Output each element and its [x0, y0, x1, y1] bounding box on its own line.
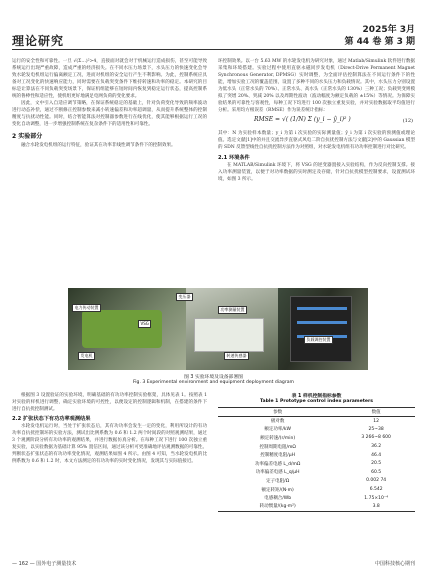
table-caption-en: Table 1 Prototype control index parameters — [259, 399, 374, 404]
label-load: 负载调控装置 — [304, 336, 333, 344]
table-cell: 36.2 — [371, 444, 382, 450]
table-cell: 25~38 — [368, 426, 384, 432]
table-row — [218, 425, 415, 434]
control-rack-image — [290, 296, 352, 362]
right-column-top — [218, 58, 415, 183]
figure-photo — [68, 288, 368, 370]
paragraph: 其中：N 为实验样本数量；y_i 为第 i 次实验的实际测量值；ŷ_i 为第 i 次实验的预测值或理论值。选定文献[1]中的并且交流异步直驱式风电二阶自抗扰控制方法与文献[2]中的 Gaussian 模型的 SDN 反馈型线性自抗扰控制方法作为对照组，对水轮发电机组有功功率控制进行对比研究。 — [218, 131, 415, 151]
equation — [218, 114, 415, 130]
table-cell: 12 — [373, 418, 380, 424]
table-row — [218, 451, 415, 460]
column-name: 理论研究 — [12, 34, 65, 48]
paragraph: 运行的安全性和可靠性。一旦 √(Σ…)²>4，直接面对就会对于机械运行造成损伤，甚至可能导致系统运行出现严重故障，造成严重的经济损失。在不同水压力场景下，水头压力的快速变化会导致水轮发电机组运行偏离额定工况，进而对机组的安全运行产生不利影响。为此，控制系统应具备对工况变化的快速响应能力，同时需要在负载突变条件下维持转速和功率的稳定。本研究的目标是让算法在不同负载突变场景下，保证机组能够在短时间内恢复到稳定运行状态，提高控制系统的鲁棒性和适应性，使机组更好地满足电网负荷的变化要求。 — [12, 59, 207, 100]
table-cell: 额定转速/(r/min) — [260, 435, 296, 441]
parameter-table — [218, 407, 415, 512]
table-caption-cn: 表 1 样机控制指标参数 — [291, 394, 342, 399]
table-row — [218, 417, 415, 426]
footer-journal: — 162 — 国外电子测量技术 — [12, 561, 77, 567]
table-cell: 转动惯量/(kg·m²) — [218, 502, 337, 511]
table-cell: 极对数 — [270, 419, 285, 425]
table-cell: 6.542 — [369, 487, 383, 493]
section-heading: 2 实验部分 — [12, 133, 43, 141]
table-cell: 功率偏差电感 L_q/μH — [255, 470, 300, 476]
table-cell: 3 266~8 600 — [361, 435, 391, 441]
paragraph: 水轮发电机运行时，当处于扩张状态后，其有功功率会发生一定的变化，利用所设计的有功功率自抗扰控制环的实验方法，测试出比例系数为 0.6 和 1.2 两个时间段的对照观测结果，通过 3 个观测阶段分析有功功率的观测结果，并进行数据仿真分析。在每种工况下进行 100 次独立重复实验，以实验数据为基础计算 95% 置信区间，通过该分析可更准确地评估观测数据的可靠性。判断状态扩张状态的有功功率变化情况，观测结果如图 4 所示。由图 4 可知，当水轮发电机的比例系数为 0.6 和 1.2 时，本文方法测定的有功功率的实时变化情况，发现其与实际值接近。 — [12, 424, 207, 465]
table-cell: 0.002 74 — [366, 478, 387, 484]
paragraph: 根据图 3 设置验证的实验环境，明确基础的有功功率控制实验框架，具体见表 1。按照表 1 对实验的样机进行调整，确定实验环境的可控性，以便设定的控制逻辑和机制，在搭建的条件下进行自抗扰控制测试。 — [12, 393, 207, 413]
table-row — [218, 459, 415, 468]
paragraph: 因此，文中引入自适应调节策略，在保证系统稳定的基础上，针对负荷变化导致的频率波动进行动态补偿，通过不断修正控制参数来减小转速偏差和功率超调量，从而提升系统整体的控制精度与抗扰动性能。同时，结合智能算法对控制器参数进行在线优化，使其能够根据运行工况的变化自动调整，进一步增强控制系统在复杂条件下的适用性和可靠性。 — [12, 101, 207, 128]
table-cell: 46.4 — [371, 452, 382, 458]
left-column-bottom — [12, 392, 207, 465]
label-motor-ctrl: 电力传动装置 — [72, 304, 101, 312]
table-cell: 功率偏差电感 L_d/mΩ — [254, 461, 301, 467]
table-cell: 定子电阻/Ω — [266, 478, 290, 484]
table-header: 参数 — [218, 408, 337, 417]
figure-caption-cn: 图 3 实验环境及设备部署图 — [184, 375, 243, 380]
table-cell: 控制精度电阻/μH — [260, 453, 296, 459]
table-row — [218, 485, 415, 494]
left-column-top — [12, 58, 207, 150]
label-power-meter: 功率测量装置 — [218, 306, 247, 314]
paragraph: 在 MATLAB/Simulink 环境下，将 VSG 的逆变器置接入实验结构，作为反向控制支撑。接入功率测量装置，以便于对功率数据的实时测定及存储，针对自抗扰模型控制要求，设置测试环境，如图 3 所示。 — [218, 162, 415, 182]
table-row — [218, 494, 415, 503]
table-cell: 额定功率/kW — [264, 427, 291, 433]
table-row — [218, 502, 415, 511]
table-cell: 60.5 — [371, 469, 382, 475]
table-cell: 电感耦合/Wb — [264, 496, 292, 502]
table-row — [218, 468, 415, 477]
label-speed-sensor: 转速传感器 — [224, 352, 249, 360]
equation-number: (12) — [402, 118, 413, 125]
motor-image — [194, 318, 264, 352]
subsection-heading: 2.1 环境条件 — [218, 154, 250, 161]
paragraph: 融合水轮发电机组的运行特征，验证其在功率非线性调节条件下的控制效果。 — [21, 143, 176, 149]
label-generator: 发电机 — [78, 352, 95, 360]
table-row — [218, 477, 415, 486]
page-header — [12, 10, 415, 50]
table-row — [218, 434, 415, 443]
table-cell: 1.75×10⁻⁴ — [364, 495, 388, 501]
table-header-row — [218, 408, 415, 417]
table-cell: 控制周期电阻/mΩ — [259, 444, 296, 450]
issue-number: 第 44 卷 第 3 期 — [344, 37, 415, 47]
generator-image — [82, 310, 162, 348]
rack-indicator — [297, 307, 347, 310]
table-cell: 3.8 — [337, 502, 415, 511]
table-header: 数值 — [337, 408, 415, 417]
label-transformer: 变压器 — [176, 293, 193, 301]
rack-indicator — [297, 321, 347, 324]
table-cell: 额定转矩/(N·m) — [261, 487, 294, 493]
paragraph: 环控制效果。以一台 5.63 MW 的水轮发电机为研究对象，通过 Matlab/Simulink 软件进行数据采集和环境搭建。实验过程中使用直驱永磁同步发电机（Direct-Drive Permanent Magnet Synchronous Generator, DPMSG）实时调整，为全面评估控制算法在不同运行条件下的性能，增加实验工况的覆盖范围，设置了多种不同的水头压力和负载情况。其中，水头压力分别设置为低水头（正常水头的 70%）、正常水头、高水头（正常水头的 130%）三种工况；负载突变则模拟了突增 20%、突减 20% 以及周期性波动（波动幅度为额定负载的 ±15%）等情况。为保障实验结果的可靠性与客观性，每种工况下均进行 100 次独立重复实验，并对实验数据取平均值进行分析。采用均方根误差（RMSE）作为误差统计指标： — [218, 59, 415, 114]
right-column-bottom — [218, 392, 415, 512]
label-vsg: VSG — [138, 320, 151, 328]
footer-badge: 中国科技核心期刊 — [374, 561, 415, 567]
table-cell: 20.5 — [371, 461, 382, 467]
subsection-heading: 2.2 扩张状态下有功功率观测结果 — [12, 416, 91, 423]
figure-caption-en: Fig. 3 Experimental environment and equipment deployment diagram — [132, 380, 295, 385]
issue-date: 2025年 3月 — [362, 25, 415, 35]
equation-formula: RMSE = √( (1/N) Σ (y_i − ŷ_i)² ) — [254, 116, 351, 124]
table-row — [218, 442, 415, 451]
